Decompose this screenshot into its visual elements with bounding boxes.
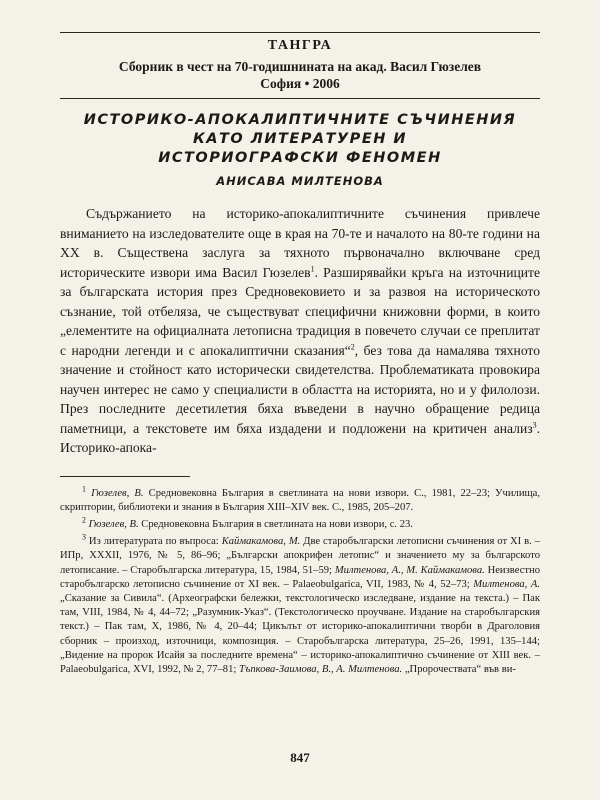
footnote-ref-3: 3 (532, 419, 537, 429)
footnote-text: „Пророчествата“ във ви- (402, 663, 516, 675)
collection-title: Сборник в чест на 70-годишнината на акад. Васил Гюзелев (118, 59, 482, 74)
footnote-1 (60, 483, 540, 515)
body-text (60, 204, 540, 458)
body-paragraph (60, 204, 540, 458)
footnote-text: Две старобългарски летописни съчинения от XI в. – ИПр, XXXII, 1976, № 5, 86–96; „Български апокрифен летопис“ и значението му за българското летописание. – Старобългарска литература, 15, 1984, 51–59; (60, 536, 540, 576)
footnote-author: Милтенова, А. (473, 578, 540, 590)
footnote-author: Милтенова, А., М. Каймакамова. (334, 564, 485, 576)
footnote-text: „Сказание за Сивила“. (Археографски бележки, текстологическо изследване, издание на текста.) – Пак там, VIII, 1984, № 4, 44–72; „Разумник-Указ“. (Текстологическо проучване. Издание на старобългарския текст.) – Пак там, Х, 1986, № 4, 20–44; Цикълът от историко-апокалиптични творби в Драголовия сборник – произход, източници, композиция. – Старобългарска литература, 25–26, 1991, 135–144; „Видение на пророк Исайя за последните времена“ – историко-апокалиптично съчинение от XIII век. – Palaeobulgarica, XVI, 1992, № 2, 77–81; (60, 592, 540, 675)
footnote-author: Гюзелев, В. (91, 487, 144, 499)
footnote-mark-2: 2 (82, 515, 86, 525)
running-head: ТАНГРА (267, 38, 333, 53)
body-text-part-4: . Историко-апока- (60, 420, 540, 455)
footnote-3 (60, 532, 540, 677)
article-title (60, 111, 540, 168)
body-text-part-1: Съдържанието на историко-апокалиптичните съчинения привлече вниманието на изследователите още в края на 70-те и началото на 80-те години на XX в. Съществена заслуга за тяхното първоначално включване сред историческите извори има Васил Гюзелев (60, 206, 540, 280)
header-rule-bottom (60, 98, 540, 99)
header-rule (60, 32, 540, 33)
footnote-author: Гюзелев, В. (88, 518, 139, 530)
footnote-ref-2: 2 (350, 341, 355, 351)
footnote-text: Средновековна България в светлината на нови извори. С., 1981, 22–23; Училища, скриптории, библиотеки и знания в България XIII–XIV век. С., 1985, 205–207. (60, 487, 540, 513)
footnote-text: Средновековна България в светлината на нови извори, с. 23. (138, 518, 413, 530)
footnote-mark-1: 1 (82, 483, 86, 493)
footnote-text: Неизвестно старобългарско летописно съчинение от XI век. – Palaeobulgarica, VII, 1983, № 4, 52–73; (60, 564, 540, 590)
footnote-ref-1: 1 (310, 263, 315, 273)
body-text-part-2: . Разширявайки кръга на източниците за българската история през Средновековието и за развоя на историческото съзнание, той отбеляза, че съществуват специфични книжовни форми, в които „елементите на официалната летописна традиция в повечето случаи се преплитат с народни легенди и с апокалиптични сказания“ (60, 264, 540, 358)
title-line-3: ИСТОРИОГРАФСКИ ФЕНОМЕН (158, 150, 442, 166)
footnote-rule (60, 476, 190, 477)
footnote-author: Тъпкова-Заимова, В., А. Милтенова. (238, 663, 403, 675)
footnote-text: Из литературата по въпроса: (86, 536, 222, 548)
page-number: 847 (290, 750, 310, 765)
title-line-1: ИСТОРИКО-АПОКАЛИПТИЧНИТЕ СЪЧИНЕНИЯ (83, 112, 517, 128)
article-author: АНИСАВА МИЛТЕНОВА (216, 174, 384, 188)
footnote-author: Каймакамова, М. (221, 536, 301, 548)
footnotes (60, 483, 540, 678)
body-text-part-3: , без това да намалява тяхното значение и стойност като исторически свидетелства. Проблематиката провокира научен интерес не само у специалисти в областта на историята, но и у филолози. През последните десетилетия бяха въведени в научно обращение редица паметници, а текстовете им бяха издадени и подложени на критичен анализ (60, 342, 540, 436)
footnote-2 (60, 515, 540, 532)
footnote-mark-3: 3 (82, 532, 86, 542)
title-line-2: КАТО ЛИТЕРАТУРЕН И (192, 131, 408, 147)
place-year: София • 2006 (260, 76, 340, 91)
